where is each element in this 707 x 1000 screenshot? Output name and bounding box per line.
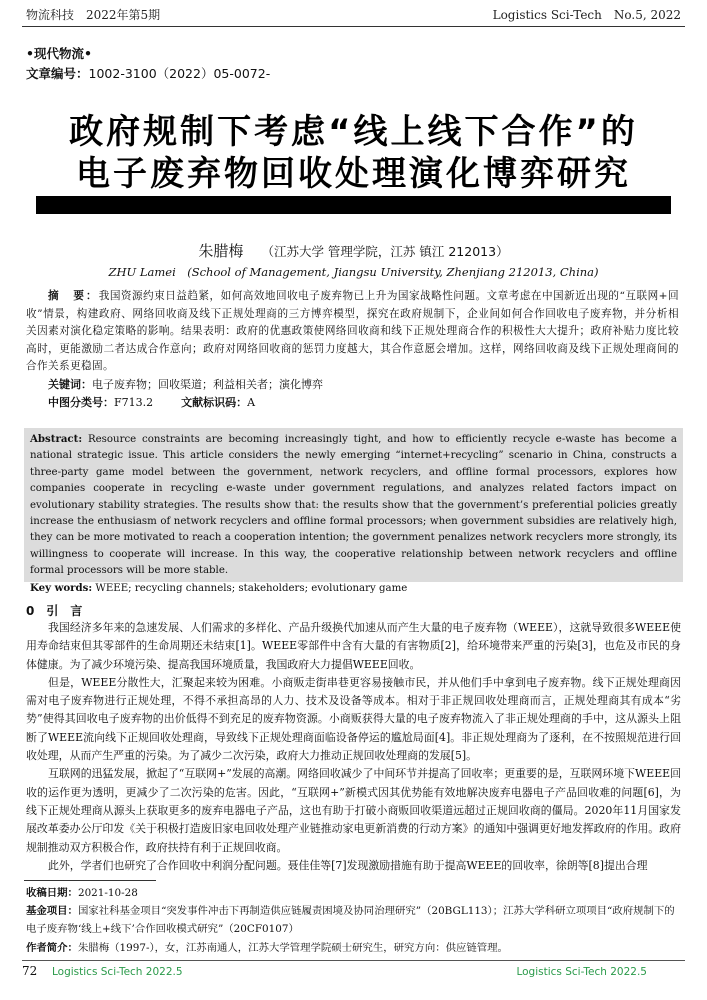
title-line-2: 电子废弃物回收处理演化博弈研究 (76, 154, 631, 194)
abstract-cn-label: 摘 要： (48, 290, 99, 302)
keywords-en-text: WEEE; recycling channels; stakeholders; evolutionary game (95, 582, 408, 594)
intro-number: 0 (26, 604, 35, 618)
author-name: 朱腊梅 (198, 242, 244, 260)
author-bio (26, 939, 681, 957)
received-value: 2021-10-28 (77, 887, 138, 899)
keywords-cn-text: 电子废弃物；回收渠道；利益相关者；演化博弈 (92, 378, 323, 391)
classification (48, 394, 255, 410)
footer-journal-right: Logistics Sci-Tech 2022.5 (516, 966, 647, 978)
header-rule (22, 26, 685, 27)
clc-label: 中图分类号： (48, 396, 114, 409)
clc-value: F713.2 (114, 396, 154, 409)
footnotes (26, 884, 681, 957)
title-bar (36, 196, 671, 214)
footer-rule (22, 960, 685, 961)
keywords-cn (48, 376, 323, 392)
doc-code-label: 文献标识码： (181, 396, 248, 409)
body-paragraph: 互联网的迅猛发展，掀起了“互联网+”发展的高潮。网络回收减少了中间环节并提高了回收率；更重要的是，互联网环境下WEEE回收的运作更为透明，更减少了二次污染的危害。因此，“互联网+”新模式因其优势能有效地解决废弃电器电子产品回收难的问题[6]，为线下正规处理商从源头上获取更多的废弃电器电子产品，这也有助于打破小商贩回收渠道远超过正规回收商的僵局。2020年11月国家发展改革委办公厅印发《关于积极打造废旧家电回收处理产业链推动家电更新消费的行动方案》的通知中强调更好地发挥政府的作用。政府规制推动双方积极合作，政府扶持有利于正规回收商。 (26, 767, 681, 854)
fund-info (26, 902, 681, 938)
bio-value: 朱腊梅（1997-），女，江苏南通人，江苏大学管理学院硕士研究生，研究方向：供应链管理。 (77, 941, 508, 954)
keywords-en-label: Key words: (30, 581, 93, 594)
running-header-right: Logistics Sci-Tech No.5, 2022 (492, 8, 681, 22)
intro-title: 引 言 (46, 604, 83, 618)
abstract-en-box (24, 428, 683, 594)
body-paragraph: 我国经济多年来的急速发展、人们需求的多样化、产品升级换代加速从而产生大量的电子废弃物（WEEE），这就导致很多WEEE使用寿命结束但其零部件的生命周期还未结束[1]。WEEE零部件中含有大量的有害物质[2]，给环境带来严重的污染[3]，也危及市民的身体健康。为了减少环境污染、提高我国环境质量，我国政府大力提倡WEEE回收。 (26, 621, 681, 671)
running-header-left: 物流科技 2022年第5期 (26, 8, 161, 22)
abstract-en-text: Resource constraints are becoming increasingly tight, and how to efficiently recycle e-waste has become a national strategic issue. This article considers the newly emerging “internet+recycling” scenario in China, constructs a three-party game model between the government, network recyclers, and offline formal processors, explores how companies cooperate in recycling e-waste under government regulations, and analyzes related factors impact on evolutionary stability strategies. The results show that: the results show that the government’s preferential policies greatly increase the enthusiasm of network recyclers and offline formal processors; when government subsidies are relatively high, they can be more motivated to reach a cooperation intention; the government penalizes network recyclers more strongly, its willingness to cooperate will increase. In this way, the cooperative relationship between network recyclers and offline formal processors will be more stable. (30, 434, 677, 577)
article-number-value: 1002-3100（2022）05-0072- (88, 66, 271, 81)
section-label: •现代物流• (26, 46, 92, 61)
abstract-en-label: Abstract: (30, 433, 83, 445)
intro-heading (26, 602, 82, 619)
body-paragraph: 但是，WEEE分散性大，汇聚起来较为困难。小商贩走街串巷更容易接触市民，并从他们手中拿到电子废弃物。线下正规处理商因需对电子废弃物进行正规处理，不得不承担高昂的人力、技术及设备等成本。相对于非正规回收处理商而言，正规处理商其有成本“劣势”使得其回收电子废弃物的出价低得不到充足的废弃物资源。小商贩获得大量的电子废弃物流入了非正规处理商的手中，这从源头上阻断了WEEE流向线下正规回收处理商，导致线下正规处理商面临设备停运的尴尬局面[4]。非正规处理商为了逐利，在不按照规范进行回收处理，从而产生严重的污染。为了减少二次污染，政府大力推动正规回收处理商的发展[5]。 (26, 675, 681, 763)
author-line (0, 240, 707, 261)
doc-code-value: A (247, 396, 256, 409)
bio-label: 作者简介： (26, 941, 78, 954)
article-number (26, 64, 270, 82)
abstract-cn-text: 我国资源约束日益趋紧，如何高效地回收电子废弃物已上升为国家战略性问题。文章考虑在中国新近出现的“互联网+回收”情景，构建政府、网络回收商及线下正规处理商的三方博弈模型，探究在政府规制下，企业间如何合作回收电子废弃物，并分析相关因素对演化稳定策略的影响。结果表明：政府的优惠政策使网络回收商和线下正规处理商合作的积极性大大提升；政府补贴力度比较高时，更能激励二者达成合作意向；政府对网络回收商的惩罚力度越大，其合作意愿会增加。这样，网络回收商及线下正规处理商间的合作关系更稳固。 (26, 290, 680, 372)
intro-body (26, 619, 681, 875)
footnote-rule (24, 880, 156, 881)
article-number-label: 文章编号： (26, 66, 89, 81)
page-number: 72 (22, 964, 38, 978)
author-affiliation: （江苏大学 管理学院，江苏 镇江 212013） (261, 244, 509, 259)
title-line-1: 政府规制下考虑“线上线下合作”的 (69, 112, 638, 152)
footer-journal-left: Logistics Sci-Tech 2022.5 (52, 966, 183, 978)
author-english: ZHU Lamei (School of Management, Jiangsu University, Zhenjiang 212013, China) (108, 265, 599, 279)
received-label: 收稿日期： (26, 887, 78, 899)
fund-value: 国家社科基金项目“突发事件冲击下再制造供应链履责困境及协同治理研究”（20BGL113）；江苏大学科研立项项目“政府规制下的电子废弃物‘线上+线下’合作回收模式研究”（20CF0107） (26, 905, 675, 936)
body-paragraph: 此外，学者们也研究了合作回收中利润分配问题。聂佳佳等[7]发现激励措施有助于提高WEEE的回收率，徐朗等[8]提出合理 (48, 858, 648, 872)
keywords-cn-label: 关键词： (48, 378, 92, 391)
abstract-cn (26, 288, 679, 376)
received-date (26, 884, 681, 902)
fund-label: 基金项目： (26, 905, 78, 918)
